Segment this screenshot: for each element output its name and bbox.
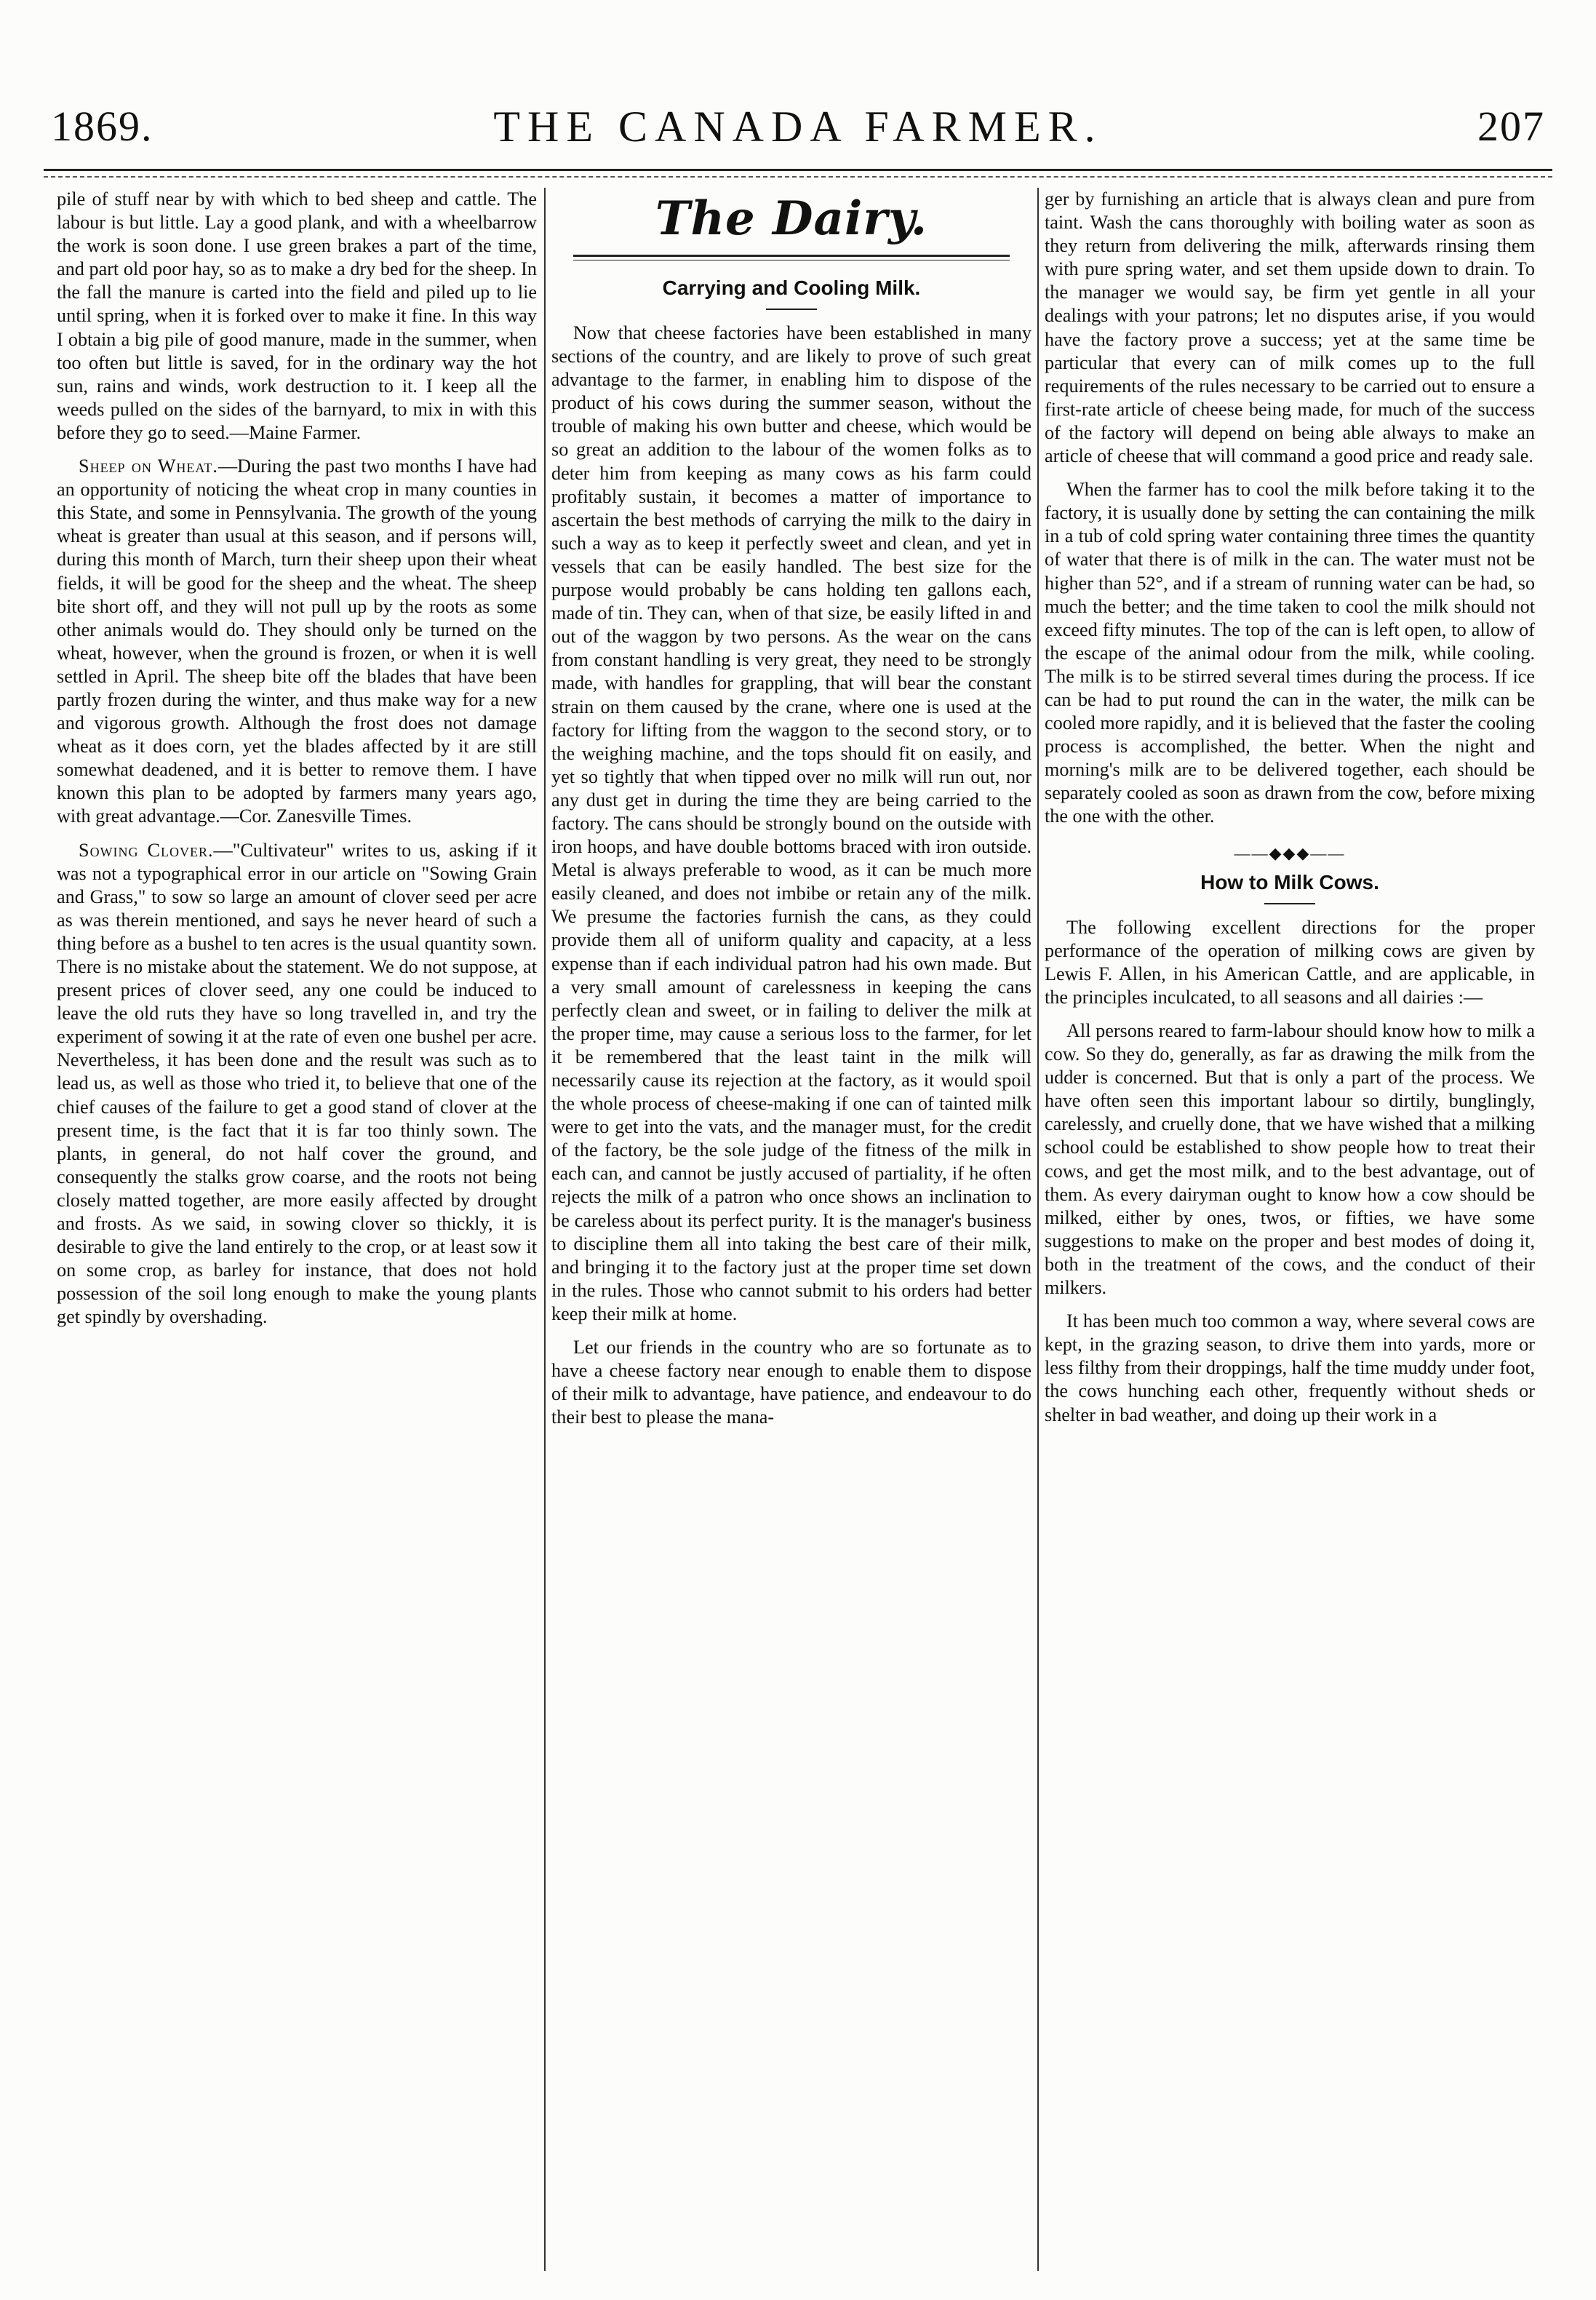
paragraph-furnishing-article: ger by furnishing an article that is always clean and pure from taint. Wash the cans thoroughly with boiling water as soon as they return from delivering the milk, afterwards rinsing them with pure spring water, and set them upside down to drain. To the manager we would say, be firm yet gentle in all your dealings with your patrons; let no disputes arise, if you would have the factory prove a success; yet at the same time be particular that every can of milk comes up to the full requirements of the rules necessary to be carried out to ensure a first-rate article of cheese being made, for much of the success of the factory will depend on being able always to make an article of cheese that will command a good price and ready sale.	[1045, 188, 1535, 467]
paragraph-common-way: It has been much too common a way, where several cows are kept, in the grazing season, to drive them into yards, more or less filthy from their droppings, half the time muddy under foot, the cows hunching each other, frequently without sheds or shelter in bad weather, and doing up their work in a	[1045, 1310, 1535, 1425]
article-title-carrying-cooling-milk: Carrying and Cooling Milk.	[662, 276, 921, 299]
run-in-head-sowing-clover: Sowing Clover.	[79, 839, 214, 861]
article-title-rule-2	[1264, 903, 1315, 904]
paragraph-barnyard-manure: pile of stuff near by with which to bed sheep and cattle. The labour is but little. Lay a good plank, and with a wheelbarrow the work is soon done. I use green brakes a part of the time, and part old poor hay, so as to make a dry bed for the sheep. In the fall the manure is carted into the field and piled up to lie until spring, when it is forked over to make it fine. In this way I obtain a big pile of good manure, made in the summer, when too often but little is saved, for in the ordinary way the hot sun, rains and winds, work destruction to it. I keep all the weeds pulled on the sides of the barnyard, to mix in with this before they go to seed.—Maine Farmer.	[57, 188, 537, 443]
article-title-rule	[766, 309, 817, 310]
masthead-year: 1869.	[51, 103, 153, 150]
paragraph-sheep-on-wheat	[57, 455, 537, 829]
column-1	[57, 188, 537, 2278]
department-title: The Dairy.	[655, 191, 928, 246]
article-title-how-to-milk-cows: How to Milk Cows.	[1200, 870, 1379, 894]
paragraph-friends-in-country: Let our friends in the country who are so fortunate as to have a cheese factory near enough to enable them to dispose of their milk to advantage, have patience, and endeavour to do their best to please the mana-	[551, 1337, 1032, 1428]
paragraph-farm-labour: All persons reared to farm-labour should know how to milk a cow. So they do, generally, as far as drawing the milk from the udder is concerned. But that is only a part of the process. We have often seen this important labour so dirtily, bunglingly, carelessly, and cruelly done, that we have wished that a milking school could be established to show people how to treat their cows, and get the most milk, and to the best advantage, out of them. As every dairyman ought to know how a cow should be milked, either by ones, twos, or fifties, we have some suggestions to make on the proper and best modes of doing it, both in the treatment of the cows, and the conduct of their milkers.	[1045, 1020, 1535, 1299]
column-2	[551, 188, 1032, 2278]
masthead-page-number: 207	[1477, 103, 1545, 150]
run-in-head-sheep-on-wheat: Sheep on Wheat.	[79, 455, 218, 477]
masthead	[44, 102, 1552, 160]
masthead-title: THE CANADA FARMER.	[493, 103, 1103, 151]
masthead-rule	[44, 169, 1552, 171]
paragraph-sheep-on-wheat-text: —During the past two months I have had an opportunity of noticing the wheat crop in many counties in this State, and some in Pennsylvania. The growth of the young wheat is greater than usual at this season, and if persons will, during this month of March, turn their sheep upon their wheat fields, it will be good for the sheep and the wheat. The sheep bite short off, and they will not pull up by the roots as some other animals would do. They should only be turned on the wheat, however, when the ground is frozen, or when it is well settled in April. The sheep bite off the blades that have been partly frozen during the winter, and thus make way for a new and vigorous growth. Although the frost does not damage wheat as it does corn, yet the blades affected by it are still somewhat deadened, and it is better to remove them. I have known this plan to be adopted by farmers many years ago, with great advantage.—Cor. Zanesville Times.	[57, 455, 537, 827]
paragraph-cooling-milk: When the farmer has to cool the milk before taking it to the factory, it is usually done by setting the can containing the milk in a tub of cold spring water containing three times the quantity of water that there is of milk in the can. The water must not be higher than 52°, and if a stream of running water can be had, so much the better; and the time taken to cool the milk should not exceed fifty minutes. The top of the can is left open, to allow of the escape of the animal odour from the milk, while cooling. The milk is to be stirred several times during the process. If ice can be had to put round the can in the water, the milk can be cooled more rapidly, and it is believed that the faster the cooling process is accomplished, the better. When the night and morning's milk are to be delivered together, each should be separately cooled as soon as drawn from the cow, before mixing the one with the other.	[1045, 479, 1535, 827]
paragraph-cheese-factories: Now that cheese factories have been established in many sections of the country, and are likely to prove of such great advantage to the farmer, in enabling him to dispose of the product of his cows during the summer season, without the trouble of making his own butter and cheese, which would be so great an addition to the labour of the women folks as to deter him from keeping as many cows as his farm could profitably sustain, it becomes a matter of importance to ascertain the best methods of carrying the milk to the dairy in such a way as to keep it perfectly sweet and clean, and yet in vessels that can be easily handled. The best size for the purpose would probably be cans holding ten gallons each, made of tin. They can, when of that size, be easily lifted in and out of the waggon by two persons. As the wear on the cans from constant handling is very great, they need to be strongly made, with handles for grappling, that will bear the constant strain on them caused by the crane, where one is used at the factory for lifting from the waggon to the second story, or to the weighing machine, and the tops should fit on easily, and yet so tightly that when tipped over no milk will run out, nor any dust get in during the time they are being carried to the factory. The cans should be strongly bound on the outside with iron hoops, and have double bottoms braced with iron outside. Metal is always preferable to wood, as it can be much more easily cleaned, and does not imbibe or retain any of the milk. We presume the factories furnish the cans, as they could provide them all of uniform quality and capacity, at a less expense than if each individual patron had his own made. But a very small amount of carelessness in keeping the cans perfectly clean and sweet, or in failing to deliver the milk at the proper time, may cause a serious loss to the farmer, for let it be remembered that the least taint in the milk will necessarily cause its rejection at the factory, as it would spoil the whole process of cheese-making if one can of tainted milk were to get into the vats, and the manager must, for the credit of the factory, be the sole judge of the fitness of the milk in each can, and cannot be justly accused of partiality, if he often rejects the milk of a patron who once shows an inclination to be careless about its perfect purity. It is the manager's business to discipline them all into taking the best care of their milk, and bringing it to the factory just at the proper time set down in the rules. Those who cannot submit to his orders had better keep their milk at home.	[551, 322, 1032, 1324]
column-divider-2	[1037, 188, 1039, 2271]
paragraph-sowing-clover	[57, 839, 537, 1329]
masthead-rule-dashed	[44, 176, 1552, 178]
column-divider-1	[544, 188, 546, 2271]
paragraph-directions-intro: The following excellent directions for the proper performance of the operation of milking cows are given by Lewis F. Allen, in his American Cattle, and are applicable, in the principles inculcated, to all seasons and all dairies :—	[1045, 916, 1535, 1008]
ornamental-rule: ——◆◆◆——	[1234, 843, 1346, 862]
paragraph-sowing-clover-text: —"Cultivateur" writes to us, asking if it was not a typographical error in our article on "Sowing Grain and Grass," to sow so large an amount of clover seed per acre as was therein mentioned, and says he never heard of such a thing before as a bushel to ten acres is the usual quantity sown. There is no mistake about the statement. We do not suppose, at present prices of clover seed, any one could be induced to leave the old ruts they have so long travelled in, and try the experiment of sowing it at the rate of even one bushel per acre. Nevertheless, it has been done and the result was such as to lead us, as well as those who tried it, to believe that one of the chief causes of the failure to get a good stand of clover at the present time, is the fact that it is far too thinly sown. The plants, in general, do not half cover the ground, and consequently the stalks grow coarse, and the roots not being closely matted together, are more easily affected by drought and frosts. As we said, in sowing clover so thickly, it is desirable to give the land entirely to the crop, or at least sow it on some crop, as barley for instance, that does not hold possession of the soil long enough to make the young plants get spindly by overshading.	[57, 839, 537, 1328]
column-3	[1045, 188, 1535, 2278]
department-rule	[573, 255, 1010, 260]
